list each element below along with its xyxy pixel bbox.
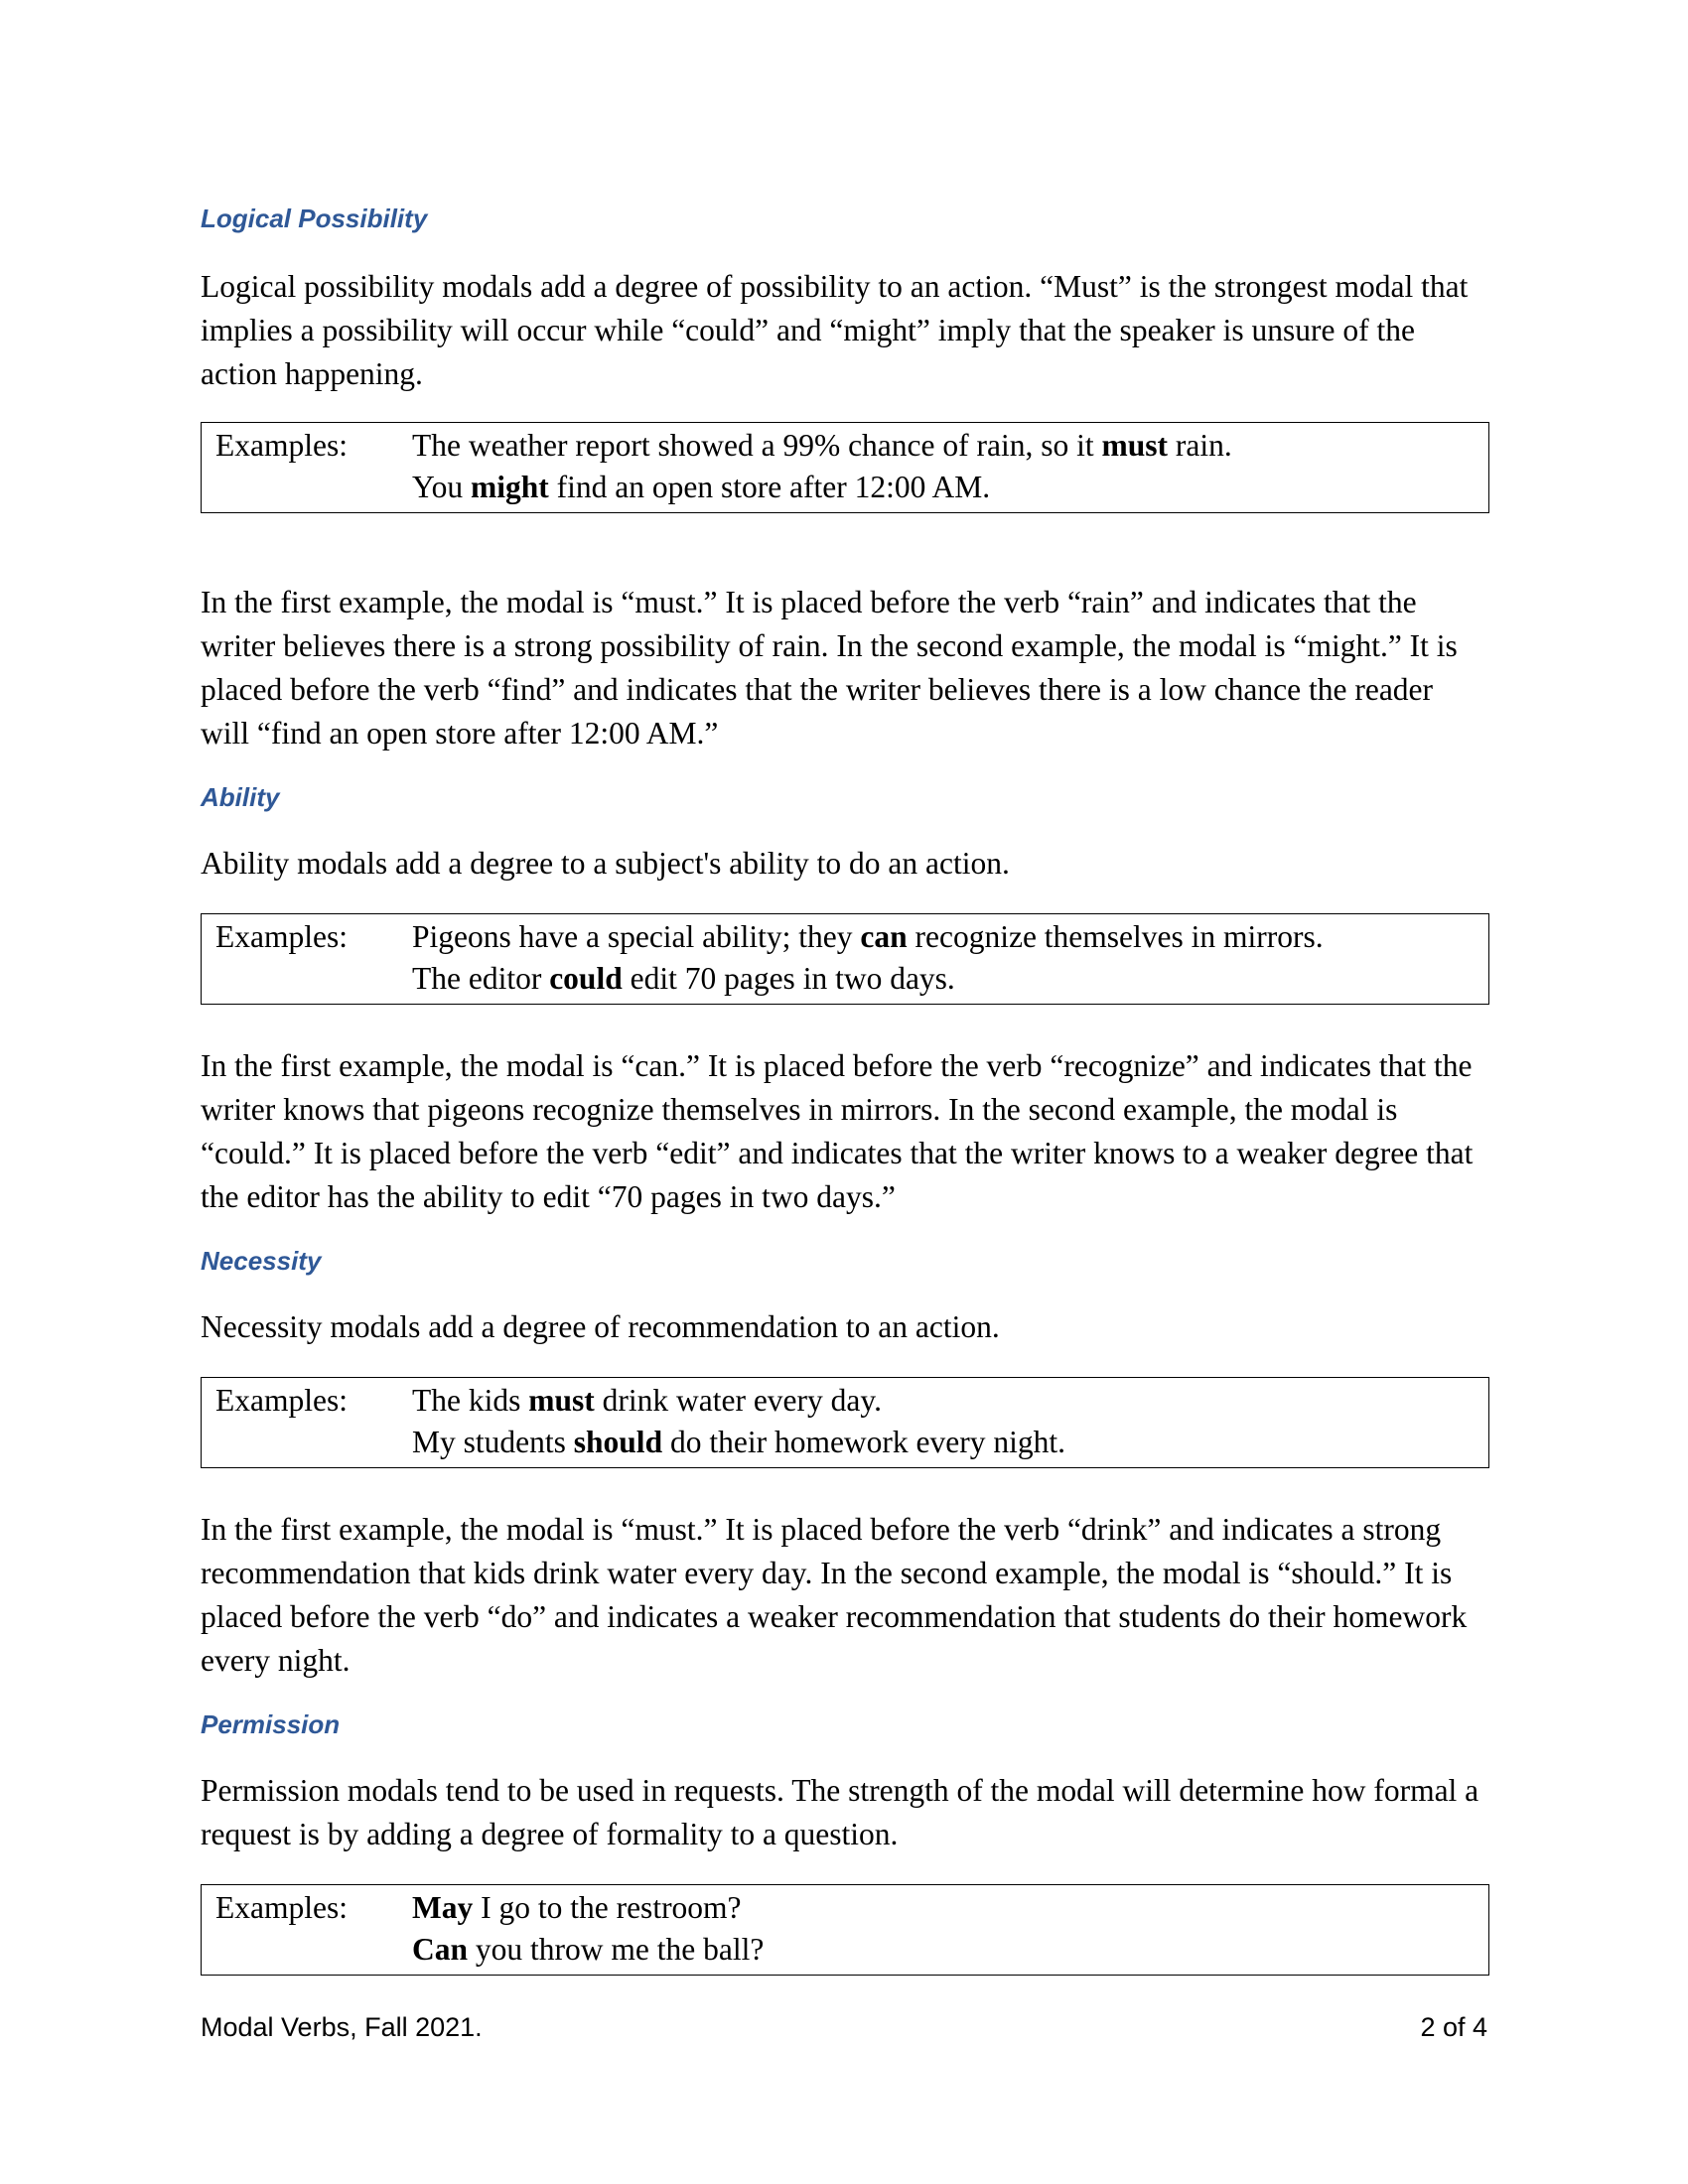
- examples-box-ability: [201, 913, 1489, 1005]
- examples-box-logical-possibility: [201, 422, 1489, 513]
- explanation-necessity: In the first example, the modal is “must.” It is placed before the verb “drink” and indicates a strong recommendation that kids drink water every day. In the second example, the modal is “should.” It is placed before the verb “do” and indicates a weaker recommendation that students do their homework every night.: [201, 1512, 1468, 1678]
- heading-logical-possibility: Logical Possibility: [201, 204, 428, 233]
- intro-permission: Permission modals tend to be used in requests. The strength of the modal will determine how formal a request is by adding a degree of formality to a question.: [201, 1773, 1479, 1851]
- page-footer: [201, 2007, 1487, 2047]
- examples-label: Examples:: [215, 1383, 348, 1418]
- intro-necessity: Necessity modals add a degree of recommendation to an action.: [201, 1309, 1000, 1344]
- example-sentence: You might find an open store after 12:00 AM.: [412, 470, 991, 504]
- examples-label: Examples:: [215, 1890, 348, 1925]
- examples-list: [412, 425, 1475, 508]
- examples-label: Examples:: [215, 428, 348, 463]
- heading-necessity: Necessity: [201, 1246, 322, 1276]
- footer-title: Modal Verbs, Fall 2021.: [201, 2012, 483, 2042]
- explanation-ability: In the first example, the modal is “can.” It is placed before the verb “recognize” and indicates that the writer knows that pigeons recognize themselves in mirrors. In the second example, the modal is “could.” It is placed before the verb “edit” and indicates that the writer knows to a weaker degree that the editor has the ability to edit “70 pages in two days.”: [201, 1048, 1474, 1214]
- examples-label: Examples:: [215, 919, 348, 954]
- modal-word: should: [573, 1425, 663, 1459]
- examples-list: [412, 916, 1475, 1000]
- examples-box-necessity: [201, 1377, 1489, 1468]
- examples-list: [412, 1887, 1475, 1971]
- modal-word: Can: [412, 1932, 469, 1967]
- modal-word: could: [549, 961, 623, 996]
- intro-logical-possibility: Logical possibility modals add a degree of possibility to an action. “Must” is the strongest modal that implies a possibility will occur while “could” and “might” imply that the speaker is unsure of the action happening.: [201, 269, 1469, 391]
- document-page: [201, 199, 1487, 1976]
- modal-word: must: [528, 1383, 595, 1418]
- examples-list: [412, 1380, 1475, 1463]
- intro-ability: Ability modals add a degree to a subject's ability to do an action.: [201, 846, 1010, 881]
- example-sentence: May I go to the restroom?: [412, 1890, 742, 1925]
- modal-word: must: [1101, 428, 1168, 463]
- example-sentence: The weather report showed a 99% chance of rain, so it must rain.: [412, 428, 1232, 463]
- heading-permission: Permission: [201, 1709, 341, 1739]
- example-sentence: Can you throw me the ball?: [412, 1932, 765, 1967]
- example-sentence: Pigeons have a special ability; they can recognize themselves in mirrors.: [412, 919, 1324, 954]
- modal-word: May: [412, 1890, 474, 1925]
- modal-word: might: [470, 470, 549, 504]
- example-sentence: The editor could edit 70 pages in two days.: [412, 961, 955, 996]
- examples-box-permission: [201, 1884, 1489, 1976]
- example-sentence: My students should do their homework every night.: [412, 1425, 1065, 1459]
- modal-word: can: [860, 919, 908, 954]
- explanation-logical-possibility: In the first example, the modal is “must.” It is placed before the verb “rain” and indicates that the writer believes there is a strong possibility of rain. In the second example, the modal is “might.” It is placed before the verb “find” and indicates that the writer believes there is a low chance the reader will “find an open store after 12:00 AM.”: [201, 585, 1458, 751]
- example-sentence: The kids must drink water every day.: [412, 1383, 882, 1418]
- page-number: 2 of 4: [1420, 2012, 1487, 2042]
- heading-ability: Ability: [201, 782, 280, 812]
